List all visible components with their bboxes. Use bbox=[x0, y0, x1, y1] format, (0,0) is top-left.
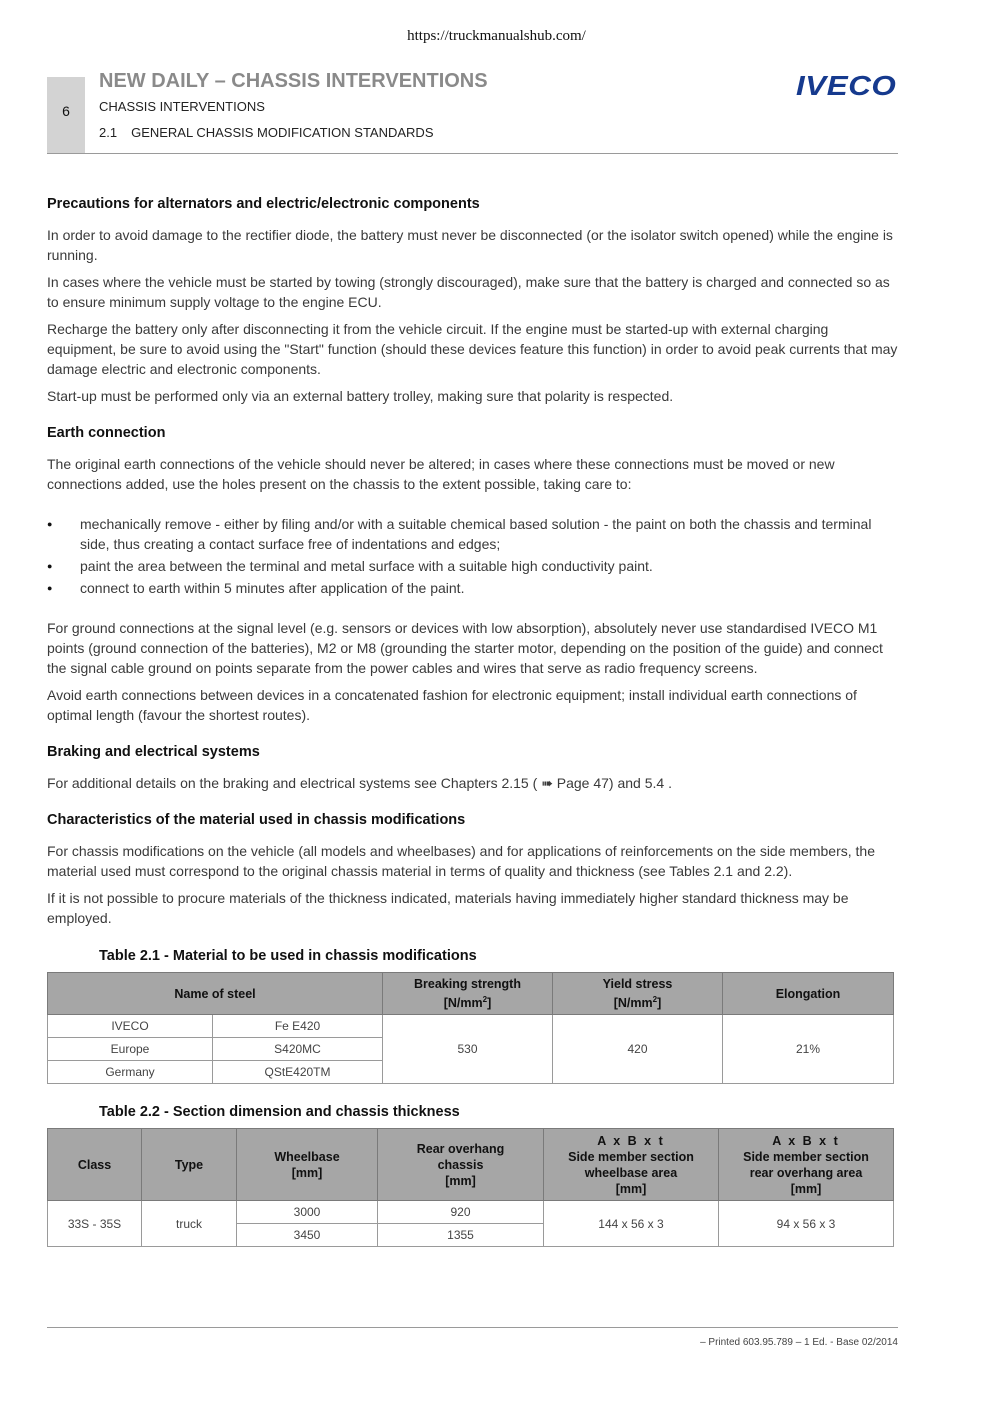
paragraph: Recharge the battery only after disconnecting it from the vehicle circuit. If the engine must be started-up with external charging equipment, be sure to avoid using the "Start" function (should these devices feature this function) in order to avoid peak currents that may damage electric and electronic components. bbox=[47, 321, 898, 377]
column-header: Name of steel bbox=[48, 973, 383, 1015]
column-header: Elongation bbox=[723, 973, 894, 1015]
column-header bbox=[237, 1129, 378, 1201]
table-caption: Table 2.1 - Material to be used in chassis modifications bbox=[99, 948, 477, 964]
footer-divider bbox=[47, 1327, 898, 1328]
header-line: chassis bbox=[437, 1157, 484, 1172]
header-unit: $[N/mm^2]$ bbox=[443, 995, 492, 1011]
header-line: Yield stress bbox=[602, 977, 673, 991]
header-line: A x B x t bbox=[772, 1133, 840, 1148]
column-header bbox=[383, 973, 553, 1015]
list-item: ● paint the area between the terminal and metal surface with a suitable high conductivity paint. bbox=[47, 556, 899, 576]
table-cell: 21% bbox=[723, 1015, 894, 1084]
column-header bbox=[719, 1129, 894, 1201]
print-footer: – Printed 603.95.789 – 1 Ed. - Base 02/2014 bbox=[700, 1337, 898, 1348]
page-content bbox=[47, 196, 899, 1247]
paragraph: If it is not possible to procure materials of the thickness indicated, materials having immediately higher standard thickness may be employed. bbox=[47, 890, 849, 926]
column-header: Class bbox=[48, 1129, 142, 1201]
subsection-title bbox=[99, 125, 434, 140]
document-title: NEW DAILY – CHASSIS INTERVENTIONS bbox=[99, 70, 488, 92]
section-heading: Characteristics of the material used in chassis modifications bbox=[47, 812, 466, 828]
header-line: Side member section bbox=[568, 1149, 694, 1164]
column-header bbox=[544, 1129, 719, 1201]
subsection-label: GENERAL CHASSIS MODIFICATION STANDARDS bbox=[131, 125, 434, 140]
header-line: Rear overhang bbox=[416, 1141, 505, 1156]
header-line: Side member section bbox=[743, 1149, 869, 1164]
table-cell: 94 x 56 x 3 bbox=[719, 1201, 894, 1247]
paragraph: In order to avoid damage to the rectifier diode, the battery must never be disconnected (or the isolator switch opened) while the engine is running. bbox=[47, 227, 893, 263]
section-heading: Precautions for alternators and electric/electronic components bbox=[47, 196, 480, 212]
header-line: [mm] bbox=[615, 1181, 647, 1196]
page-number-tab bbox=[47, 77, 85, 154]
page-number: 6 bbox=[62, 103, 70, 119]
source-url: https://truckmanualshub.com/ bbox=[407, 28, 586, 44]
header-line: Wheelbase bbox=[274, 1149, 340, 1164]
paragraph: The original earth connections of the vehicle should never be altered; in cases where these connections must be moved or new connections added, use the holes present on the chassis to the extent possible, taking care to: bbox=[47, 456, 835, 492]
column-header bbox=[378, 1129, 544, 1201]
section-earth bbox=[47, 425, 899, 725]
section-alternators bbox=[47, 196, 899, 406]
list-item: ● connect to earth within 5 minutes after application of the paint. bbox=[47, 578, 899, 598]
header-line: [mm] bbox=[291, 1165, 323, 1180]
table-cell: S420MC bbox=[213, 1038, 383, 1061]
paragraph: Start-up must be performed only via an external battery trolley, making sure that polarity is respected. bbox=[47, 388, 674, 404]
table-cell: truck bbox=[142, 1201, 237, 1247]
paragraph: For additional details on the braking and electrical systems see Chapters 2.15 ( ➠ Page 47) and 5.4 . bbox=[47, 775, 672, 791]
table-cell: QStE420TM bbox=[213, 1061, 383, 1084]
subsection-number: 2.1 bbox=[99, 125, 118, 140]
bullet-list bbox=[47, 514, 899, 598]
paragraph: Avoid earth connections between devices in a concatenated fashion for electronic equipment; install individual earth connections of optimal length (favour the shortest routes). bbox=[47, 687, 857, 723]
section-heading: Earth connection bbox=[47, 425, 166, 441]
material-table bbox=[47, 972, 894, 1084]
table-cell: 3000 bbox=[237, 1201, 378, 1224]
list-item: ● mechanically remove - either by filing and/or with a suitable chemical based solution - the paint on both the chassis and terminal side, thus creating a contact surface free of indentations and edges; bbox=[47, 514, 899, 554]
table-caption: Table 2.2 - Section dimension and chassis thickness bbox=[99, 1104, 460, 1121]
table-cell: 144 x 56 x 3 bbox=[544, 1201, 719, 1247]
table-cell: 3450 bbox=[237, 1224, 378, 1247]
table-row bbox=[48, 1015, 894, 1038]
header-line: Breaking strength bbox=[414, 977, 521, 991]
table-cell: 920 bbox=[378, 1201, 544, 1224]
header-line: rear overhang area bbox=[749, 1165, 863, 1180]
table-cell: 33S - 35S bbox=[48, 1201, 142, 1247]
table-cell: Europe bbox=[48, 1038, 213, 1061]
header-divider bbox=[47, 153, 898, 154]
table-cell: IVECO bbox=[48, 1015, 213, 1038]
section-material bbox=[47, 812, 899, 928]
table-cell: Germany bbox=[48, 1061, 213, 1084]
paragraph: For chassis modifications on the vehicle (all models and wheelbases) and for applications of reinforcements on the side members, the material used must correspond to the original chassis material in terms of quality and thickness (see Tables 2.1 and 2.2). bbox=[47, 843, 875, 879]
iveco-logo: IVECO bbox=[796, 70, 897, 101]
section-title: CHASSIS INTERVENTIONS bbox=[99, 99, 265, 114]
table-row bbox=[48, 1201, 894, 1224]
table-cell: 1355 bbox=[378, 1224, 544, 1247]
header-line: [mm] bbox=[445, 1173, 476, 1188]
table-cell: 530 bbox=[383, 1015, 553, 1084]
section-dimension-table bbox=[47, 1128, 894, 1247]
header-line: wheelbase area bbox=[584, 1165, 678, 1180]
table-cell: Fe E420 bbox=[213, 1015, 383, 1038]
paragraph: For ground connections at the signal level (e.g. sensors or devices with low absorption), absolutely never use standardised IVECO M1 points (ground connection of the batteries), M2 or M8 (grounding the starter motor, depending on the position of the guide) and connect the signal cable ground on points separate from the power cables and wires that serve as radio frequency screens. bbox=[47, 620, 883, 676]
section-braking bbox=[47, 744, 899, 793]
section-heading: Braking and electrical systems bbox=[47, 744, 260, 760]
header-unit: $[N/mm^2]$ bbox=[613, 995, 662, 1011]
table-cell: 420 bbox=[553, 1015, 723, 1084]
header-line: [mm] bbox=[790, 1181, 822, 1196]
column-header: Type bbox=[142, 1129, 237, 1201]
paragraph: In cases where the vehicle must be started by towing (strongly discouraged), make sure that the battery is charged and connected so as to ensure minimum supply voltage to the engine ECU. bbox=[47, 274, 890, 310]
column-header bbox=[553, 973, 723, 1015]
header-line: A x B x t bbox=[597, 1133, 665, 1148]
